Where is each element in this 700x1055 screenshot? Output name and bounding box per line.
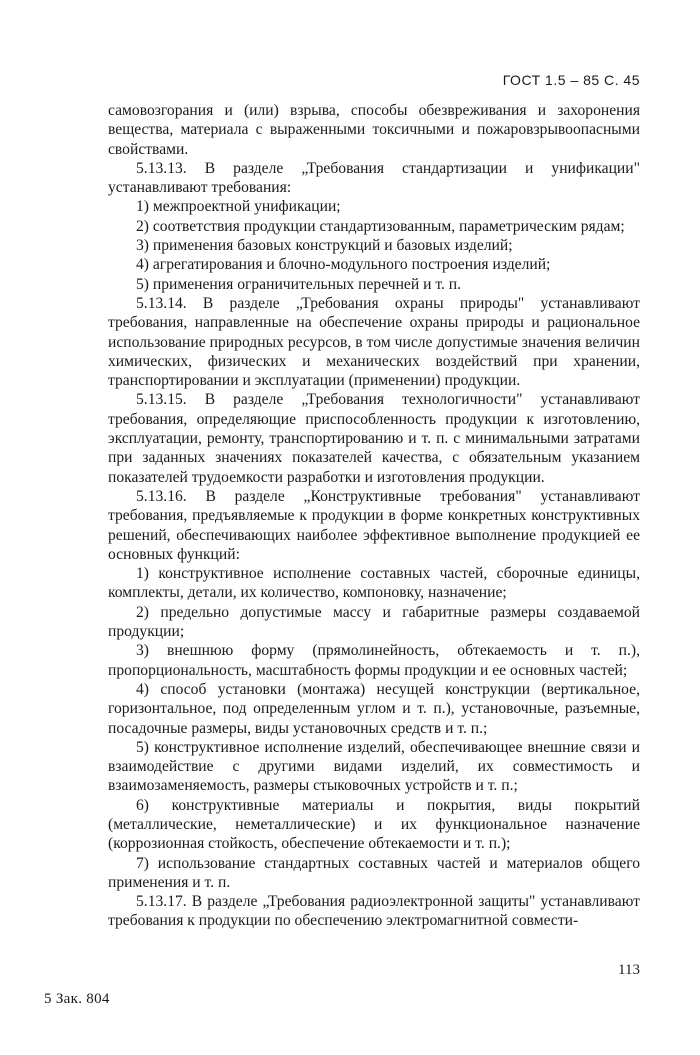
- paragraph-5-13-16: 5.13.16. В разделе „Конструктивные требования" устанавливают требования, предъявляемые к продукции в форме конкретных конструктивных решений, обеспечивающих наиболее эффективное выполнение продукцией ее основных функций:: [108, 487, 640, 563]
- paragraph-5-13-13: 5.13.13. В разделе „Требования стандартизации и унификации" устанавливают требования:: [108, 159, 640, 197]
- list-item: 5) конструктивное исполнение изделий, обеспечивающее внешние связи и взаимодействие с другими видами изделий, их совместимость и взаимозаменяемость, размеры стыковочных устройств и т. п.;: [108, 738, 640, 795]
- list-item: 1) конструктивное исполнение составных частей, сборочные единицы, комплекты, детали, их количество, компоновку, назначение;: [108, 565, 640, 602]
- list-item: 7) использование стандартных составных частей и материалов общего применения и т. п.: [108, 854, 640, 891]
- paragraph-continuation: самовозгорания и (или) взрыва, способы обезвреживания и захоронения вещества, материала с выраженными токсичными и пожаровзрывоопасными свойствами.: [108, 102, 640, 158]
- list-item: 6) конструктивные материалы и покрытия, виды покрытий (металлические, неметаллические) и их функциональное назначение (коррозионная стойкость, обеспечение обтекаемости и т. п.);: [108, 796, 640, 853]
- list-item: 4) способ установки (монтажа) несущей конструкции (вертикальное, горизонтальное, под определенным углом и т. п.), установочные, разъемные, посадочные размеры, виды установочных средств и т. п.;: [108, 680, 640, 737]
- list-item: 3) применения базовых конструкций и базовых изделий;: [136, 237, 513, 255]
- list-item: 1) межпроектной унификации;: [136, 198, 341, 216]
- paragraph-5-13-15: 5.13.15. В разделе „Требования технологичности" устанавливают требования, определяющие приспособленность продукции к изготовлению, эксплуатации, ремонту, транспортированию и т. п. с минимальными затратами при заданных значениях показателей качества, с обязательным указанием показателей трудоемкости разработки и изготовления продукции.: [108, 391, 640, 486]
- list-item: 3) внешнюю форму (прямолинейность, обтекаемость и т. п.), пропорциональность, масштабность формы продукции и ее основных частей;: [108, 642, 640, 679]
- paragraph-5-13-17: 5.13.17. В разделе „Требования радиоэлектронной защиты" устанавливают требования к продукции по обеспечению электромагнитной совмести-: [108, 893, 640, 930]
- list-item: 2) соответствия продукции стандартизованным, параметрическим рядам;: [136, 217, 625, 235]
- page-number: 113: [618, 962, 640, 978]
- running-head: ГОСТ 1.5 – 85 С. 45: [502, 72, 640, 88]
- order-mark: 5 Зак. 804: [44, 991, 110, 1007]
- body-text: [108, 101, 640, 931]
- paragraph-5-13-14: 5.13.14. В разделе „Требования охраны природы" устанавливают требования, направленные на обеспечение охраны природы и рациональное использование природных ресурсов, в том числе допустимые значения величин химических, физических и механических воздействий при хранении, транспортировании и эксплуатации (применении) продукции.: [108, 294, 640, 390]
- list-item: 4) агрегатирования и блочно-модульного построения изделий;: [136, 256, 551, 274]
- list-item: 2) предельно допустимые массу и габаритные размеры создаваемой продукции;: [108, 603, 640, 641]
- list-item: 5) применения ограничительных перечней и т. п.: [136, 275, 462, 293]
